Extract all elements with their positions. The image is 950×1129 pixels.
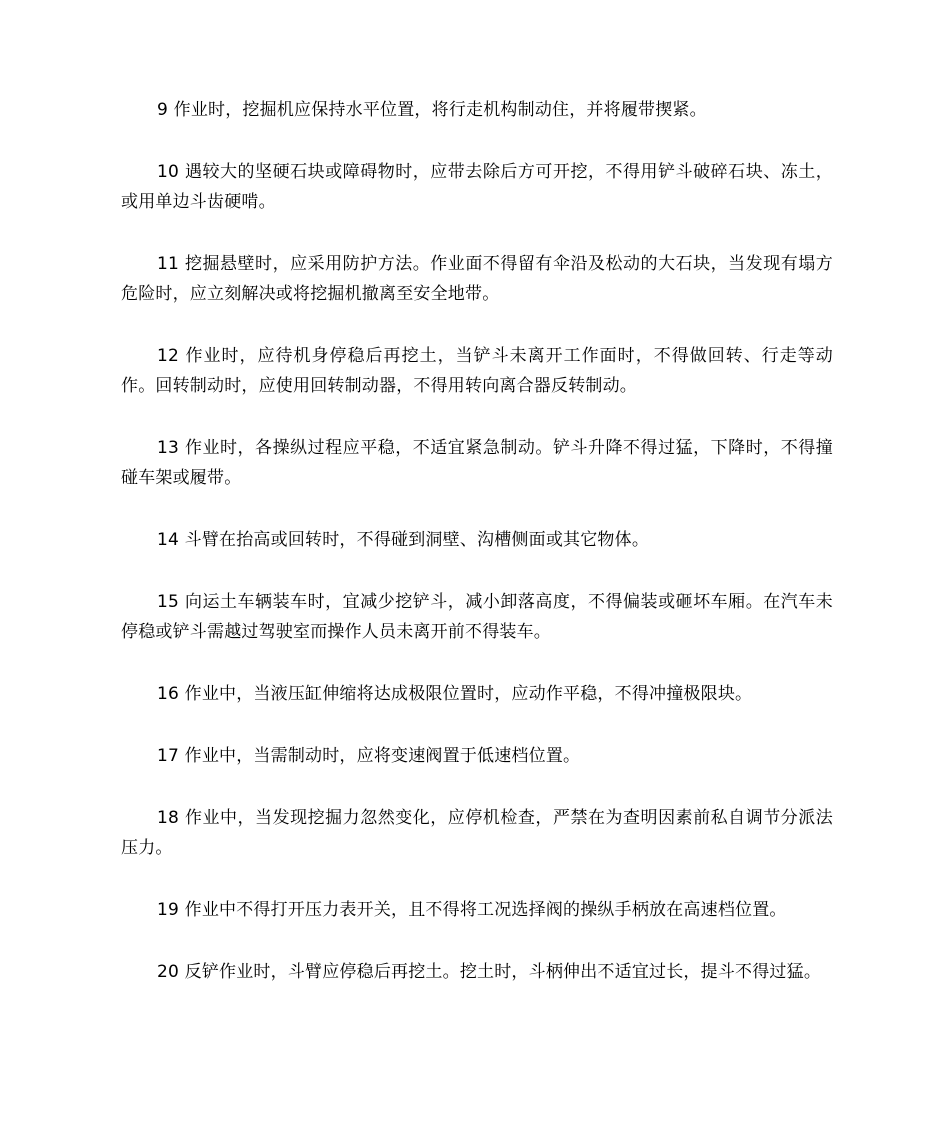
document-body (121, 95, 833, 1019)
paragraph-item-10: 10 遇较大的坚硬石块或障碍物时，应带去除后方可开挖，不得用铲斗破碎石块、冻土，或用单边斗齿硬啃。 (121, 162, 833, 212)
paragraph-item-18: 18 作业中，当发现挖掘力忽然变化，应停机检查，严禁在为查明因素前私自调节分派法压力。 (121, 808, 833, 858)
paragraph-item-16: 16 作业中，当液压缸伸缩将达成极限位置时，应动作平稳，不得冲撞极限块。 (157, 684, 753, 704)
paragraph-item-9: 9 作业时，挖掘机应保持水平位置，将行走机构制动住，并将履带揳紧。 (157, 100, 707, 120)
paragraph-item-19: 19 作业中不得打开压力表开关，且不得将工况选择阀的操纵手柄放在高速档位置。 (157, 900, 787, 920)
paragraph-item-15: 15 向运土车辆装车时，宜减少挖铲斗，减小卸落高度，不得偏装或砸坏车厢。在汽车未停稳或铲斗需越过驾驶室而操作人员未离开前不得装车。 (121, 592, 833, 642)
paragraph-item-17: 17 作业中，当需制动时，应将变速阀置于低速档位置。 (157, 746, 581, 766)
paragraph-item-20: 20 反铲作业时，斗臂应停稳后再挖土。挖土时，斗柄伸出不适宜过长，提斗不得过猛。 (157, 962, 822, 982)
paragraph-item-12: 12 作业时，应待机身停稳后再挖土，当铲斗未离开工作面时，不得做回转、行走等动作。回转制动时，应使用回转制动器，不得用转向离合器反转制动。 (121, 346, 833, 396)
paragraph-item-14: 14 斗臂在抬高或回转时，不得碰到洞壁、沟槽侧面或其它物体。 (157, 530, 650, 550)
paragraph-item-13: 13 作业时，各操纵过程应平稳，不适宜紧急制动。铲斗升降不得过猛，下降时，不得撞碰车架或履带。 (121, 438, 833, 488)
paragraph-item-11: 11 挖掘悬壁时，应采用防护方法。作业面不得留有伞沿及松动的大石块，当发现有塌方危险时，应立刻解决或将挖掘机撤离至安全地带。 (121, 254, 833, 304)
